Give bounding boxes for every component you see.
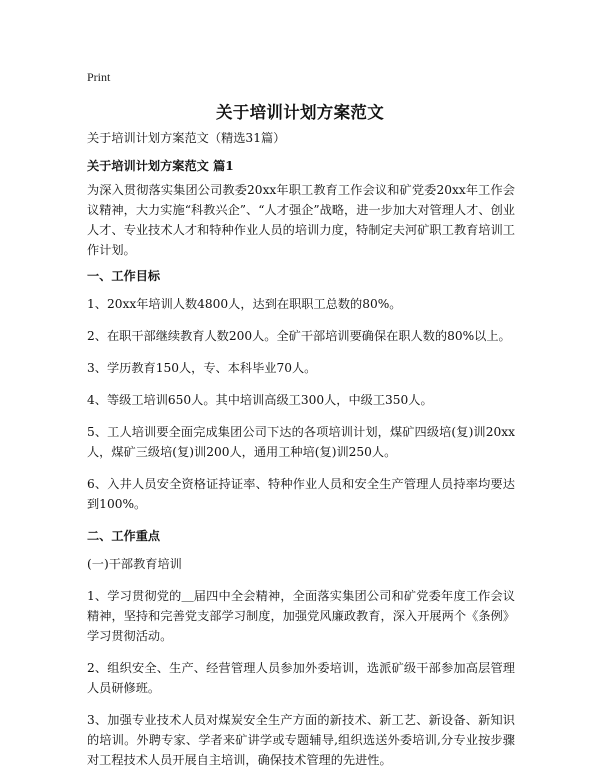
- focus-item-2: 2、组织安全、生产、经营管理人员参加外委培训，选派矿级干部参加高层管理人员研修班。: [87, 661, 515, 695]
- heading-work-goals: 一、工作目标: [87, 269, 161, 283]
- page-title: 关于培训计划方案范文: [216, 103, 384, 122]
- goal-item-1: 1、20xx年培训人数4800人，达到在职职工总数的80%。: [87, 297, 402, 311]
- goal-item-5: 5、工人培训要全面完成集团公司下达的各项培训计划，煤矿四级培(复)训20xx人，煤矿三级培(复)训200人，通用工种培(复)训250人。: [87, 425, 515, 459]
- intro-paragraph: 为深入贯彻落实集团公司教委20xx年职工教育工作会议和矿党委20xx年工作会议精神，大力实施“科教兴企”、“人才强企”战略，进一步加大对管理人才、创业人才、专业技术人才和特种作业人员的培训力度，特制定夫河矿职工教育培训工作计划。: [87, 183, 515, 257]
- section-title: 关于培训计划方案范文 篇1: [87, 159, 234, 173]
- goal-item-3: 3、学历教育150人，专、本科毕业70人。: [87, 361, 317, 375]
- focus-item-1: 1、学习贯彻党的＿届四中全会精神，全面落实集团公司和矿党委年度工作会议精神，坚持和完善党支部学习制度，加强党风廉政教育，深入开展两个《条例》学习贯彻活动。: [87, 589, 515, 643]
- focus-item-3: 3、加强专业技术人员对煤炭安全生产方面的新技术、新工艺、新设备、新知识的培训。外聘专家、学者来矿讲学或专题辅导,组织选送外委培训,分专业按步骤对工程技术人员开展自主培训，确保技术管理的先进性。: [87, 713, 515, 767]
- heading-work-focus: 二、工作重点: [87, 529, 161, 543]
- print-link[interactable]: Print: [87, 70, 111, 84]
- sub-heading-cadre-training: (一)干部教育培训: [87, 557, 182, 571]
- goal-item-6: 6、入井人员安全资格证持证率、特种作业人员和安全生产管理人员持率均要达到100%。: [87, 477, 515, 511]
- goal-item-2: 2、在职干部继续教育人数200人。全矿干部培训要确保在职人数的80%以上。: [87, 329, 511, 343]
- goal-item-4: 4、等级工培训650人。其中培训高级工300人，中级工350人。: [87, 393, 433, 407]
- article-subtitle: 关于培训计划方案范文（精选31篇）: [87, 131, 286, 145]
- article-body: [87, 128, 515, 782]
